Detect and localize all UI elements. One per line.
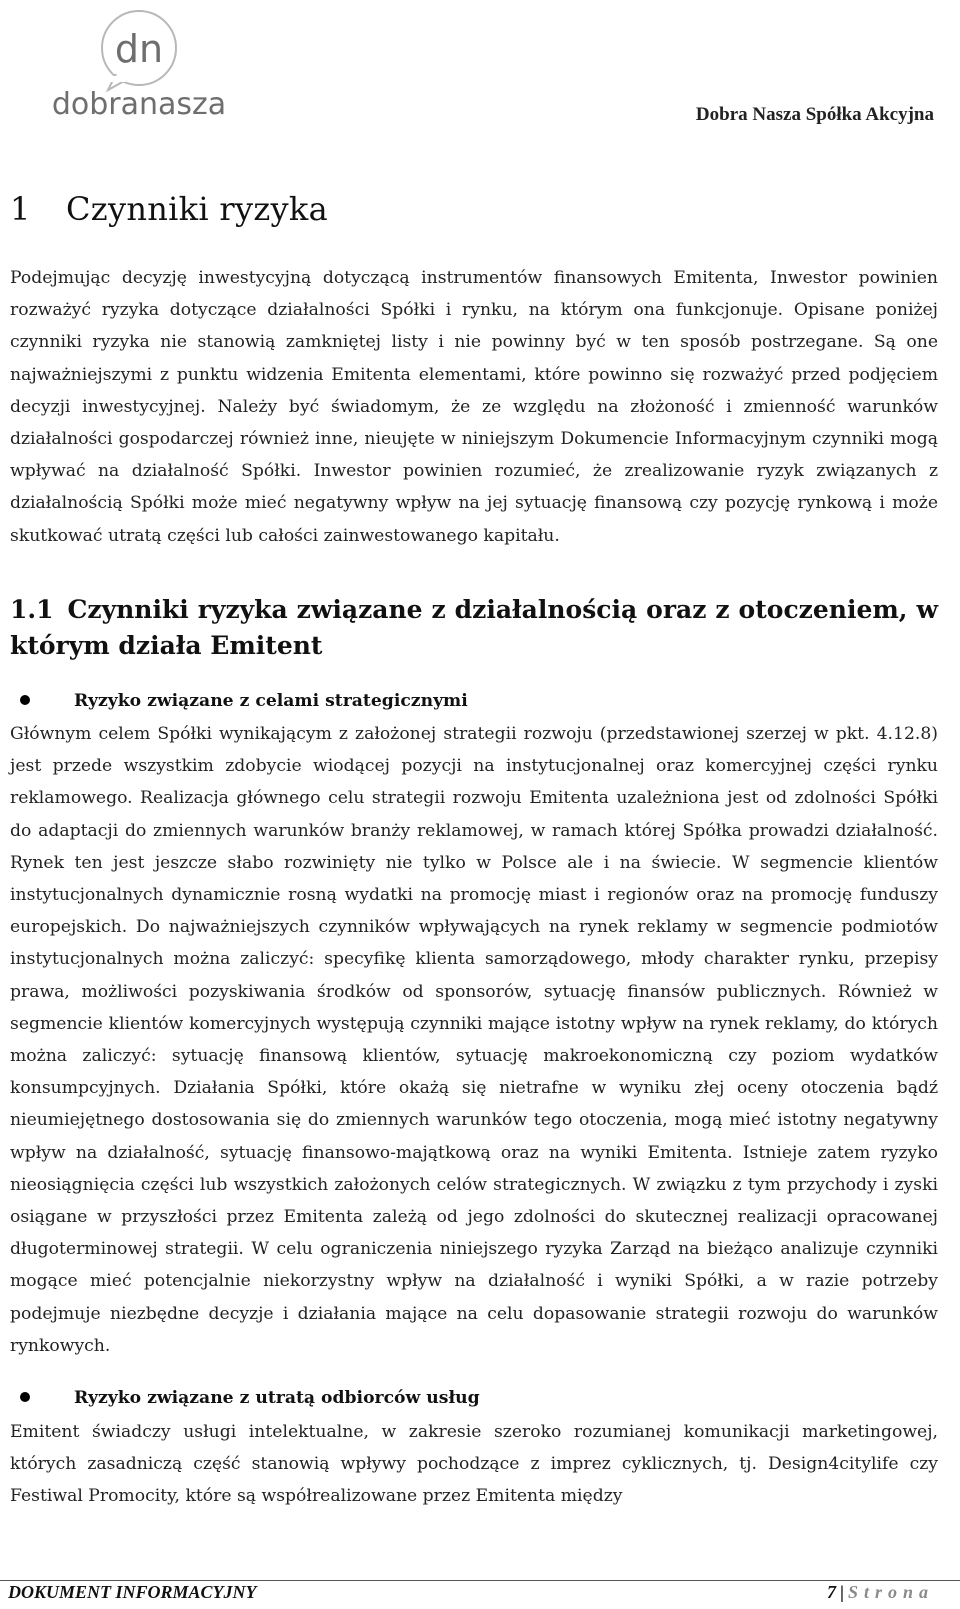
subsection-heading [10,592,938,664]
page-number: 7 [827,1582,836,1602]
logo-graphic [24,0,254,125]
company-name: Dobra Nasza Spółka Akcyjna [695,104,934,125]
subsection-title: Czynniki ryzyka związane z działalnością oraz z otoczeniem, w którym działa Emitent [10,595,938,660]
footer-divider [0,1580,960,1581]
risk-heading [20,1388,920,1408]
section-heading [10,190,328,228]
page-word: Strona [847,1582,934,1602]
company-logo [24,0,254,125]
risk-title: Ryzyko związane z celami strategicznymi [74,691,468,711]
logo-mark: dn [114,27,164,71]
risk-title: Ryzyko związane z utratą odbiorców usług [74,1388,480,1408]
page-separator: | [840,1582,844,1602]
bullet-icon [20,1392,30,1402]
risk-heading [20,691,920,711]
section-title: Czynniki ryzyka [66,190,328,228]
bullet-icon [20,695,30,705]
footer-page-info [827,1582,934,1603]
risk-paragraph: Głównym celem Spółki wynikającym z założonej strategii rozwoju (przedstawionej szerzej w pkt. 4.12.8) jest przede wszystkim zdobycie wiodącej pozycji na instytucjonalnej oraz komercyjnej części rynku reklamowego. Realizacja głównego celu strategii rozwoju Emitenta uzależniona jest od zdolności Spółki do adaptacji do zmiennych warunków branży reklamowej, w ramach której Spółka prowadzi działalność. Rynek ten jest jeszcze słabo rozwinięty nie tylko w Polsce ale i na świecie. W segmencie klientów instytucjonalnych dynamicznie rosną wydatki na promocję miast i regionów oraz na promocję funduszy europejskich. Do najważniejszych czynników wpływających na rynek reklamy w segmencie podmiotów instytucjonalnych można zaliczyć: specyfikę klienta samorządowego, młody charakter rynku, przepisy prawa, możliwości pozyskiwania środków od sponsorów, sytuację finansów publicznych. Również w segmencie klientów komercyjnych występują czynniki mające istotny wpływ na rynek reklamy, do których można zaliczyć: sytuację finansową klientów, sytuację makroekonomiczną czy poziom wydatków konsumpcyjnych. Działania Spółki, które okażą się nietrafne w wyniku złej oceny otoczenia bądź nieumiejętnego dostosowania się do zmiennych warunków tego otoczenia, mogą mieć istotny negatywny wpływ na działalność, sytuację finansowo-majątkową oraz na wyniki Emitenta. Istnieje zatem ryzyko nieosiągnięcia części lub wszystkich założonych celów strategicznych. W związku z tym przychody i zyski osiągane w przyszłości przez Emitenta zależą od jego zdolności do skutecznej realizacji opracowanej długoterminowej strategii. W celu ograniczenia niniejszego ryzyka Zarząd na bieżąco analizuje czynniki mogące mieć potencjalnie niekorzystny wpływ na działalność i wyniki Spółki, a w razie potrzeby podejmuje niezbędne decyzje i działania mające na celu dopasowanie strategii rozwoju do warunków rynkowych. [10,724,938,1356]
footer-document-name: DOKUMENT INFORMACYJNY [8,1582,257,1602]
intro-paragraph: Podejmując decyzję inwestycyjną dotyczącą instrumentów finansowych Emitenta, Inwestor powinien rozważyć ryzyka dotyczące działalności Spółki i rynku, na którym ona funkcjonuje. Opisane poniżej czynniki ryzyka nie stanowią zamkniętej listy i nie powinny być w ten sposób postrzegane. Są one najważniejszymi z punktu widzenia Emitenta elementami, które powinno się rozważyć przed podjęciem decyzji inwestycyjnej. Należy być świadomym, że ze względu na złożoność i zmienność warunków działalności gospodarczej również inne, nieujęte w niniejszym Dokumencie Informacyjnym czynniki mogą wpływać na działalność Spółki. Inwestor powinien rozumieć, że zrealizowanie ryzyk związanych z działalnością Spółki może mieć negatywny wpływ na jej sytuację finansową czy pozycję rynkową i może skutkować utratą części lub całości zainwestowanego kapitału. [10,268,938,546]
risk-paragraph: Emitent świadczy usługi intelektualne, w zakresie szeroko rozumianej komunikacji marketingowej, których zasadniczą część stanowią wpływy pochodzące z imprez cyklicznych, tj. Design4citylife czy Festiwal Promocity, które są współrealizowane przez Emitenta między [10,1422,938,1507]
subsection-number: 1.1 [10,595,54,624]
logo-wordmark: dobranasza [51,87,227,122]
section-number: 1 [10,190,31,228]
